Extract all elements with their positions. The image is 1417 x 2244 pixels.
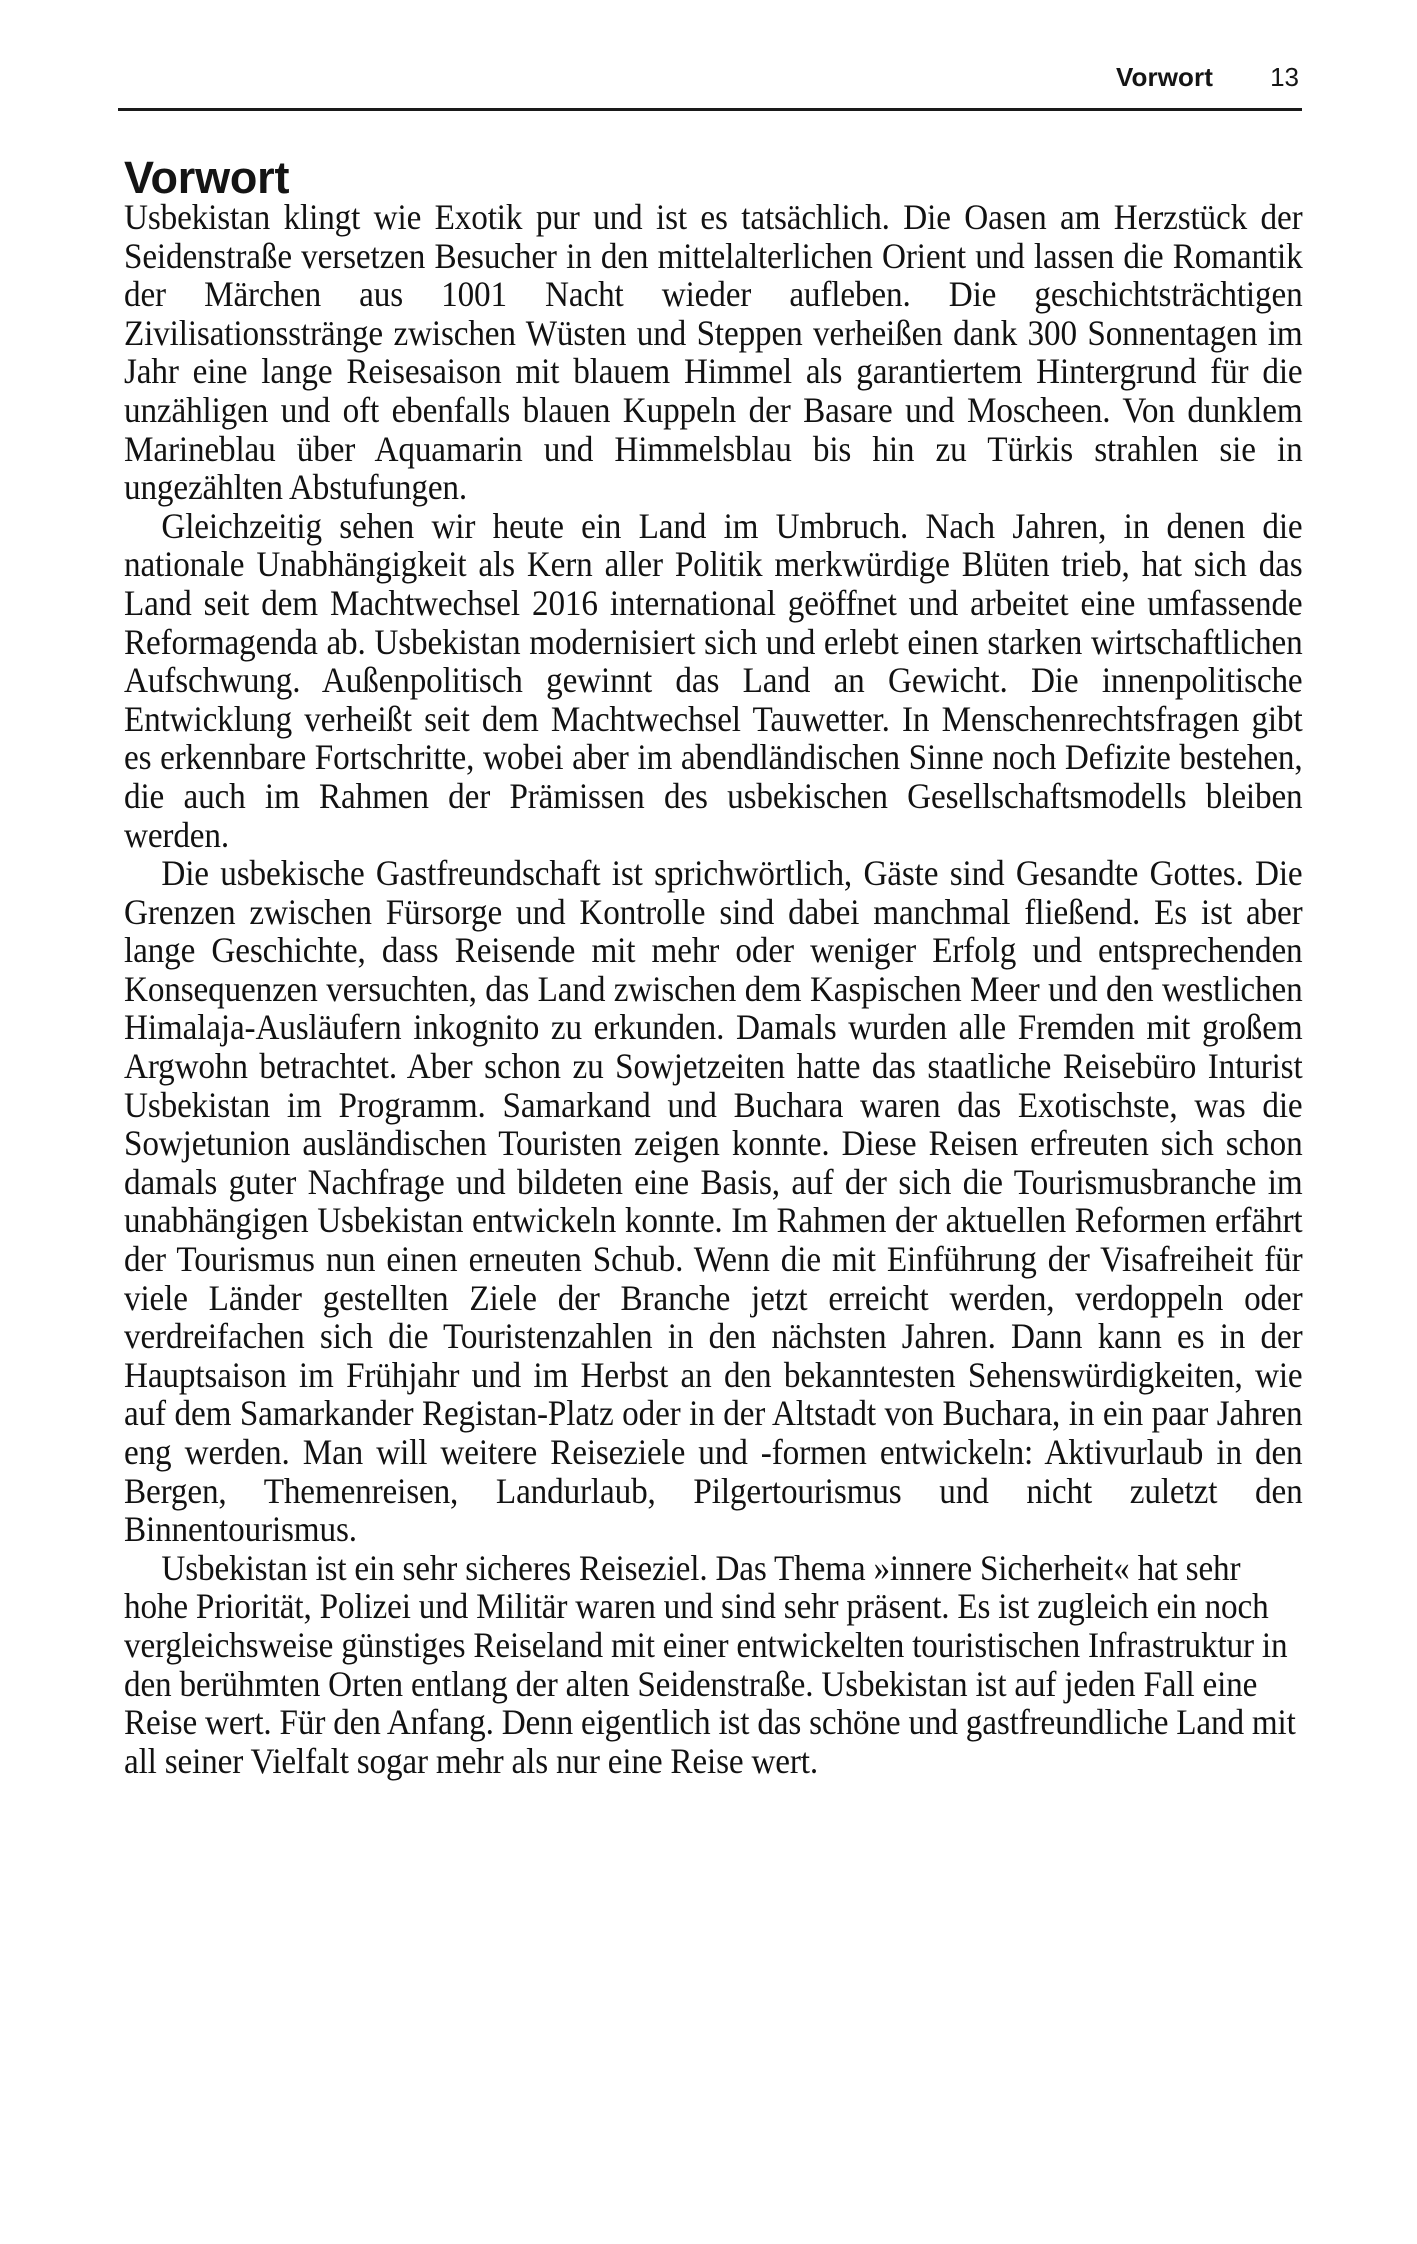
paragraph: Gleichzeitig sehen wir heute ein Land im Umbruch. Nach Jahren, in denen die nationale Unabhängigkeit als Kern aller Politik merkwürdige Blüten trieb, hat sich das Land seit dem Machtwechsel 2016 international geöffnet und arbeitet eine umfassende Reformagenda ab. Usbekistan modernisiert sich und erlebt einen starken wirtschaftlichen Aufschwung. Außenpolitisch gewinnt das Land an Gewicht. Die innenpolitische Entwicklung verheißt seit dem Machtwechsel Tauwetter. In Menschenrechtsfragen gibt es erkennbare Fortschritte, wobei aber im abendländischen Sinne noch Defizite bestehen, die auch im Rahmen der Prämissen des usbekischen Gesellschaftsmodells bleiben werden.	[124, 505, 1303, 855]
paragraph: Usbekistan klingt wie Exotik pur und ist es tatsächlich. Die Oasen am Herzstück der Seidenstraße versetzen Besucher in den mittelalterlichen Orient und lassen die Romantik der Märchen aus 1001 Nacht wieder aufleben. Die geschichtsträchtigen Zivilisationsstränge zwischen Wüsten und Steppen verheißen dank 300 Sonnentagen im Jahr eine lange Reisesaison mit blauem Himmel als garantiertem Hintergrund für die unzähligen und oft ebenfalls blauen Kuppeln der Basare und Moscheen. Von dunklem Marineblau über Aquamarin und Himmelsblau bis hin zu Türkis strahlen sie in ungezählten Abstufungen.	[124, 197, 1303, 508]
page-title: Vorwort	[124, 152, 290, 204]
header-rule	[118, 108, 1302, 111]
body-text	[124, 198, 1302, 1780]
paragraph: Usbekistan ist ein sehr sicheres Reiseziel. Das Thema »innere Sicherheit« hat sehr hohe Priorität, Polizei und Militär waren und sind sehr präsent. Es ist zugleich ein noch vergleichsweise günstiges Reiseland mit einer entwickelten touristischen Infrastruktur in den berühmten Orten entlang der alten Seidenstraße. Usbekistan ist auf jeden Fall eine Reise wert. Für den Anfang. Denn eigentlich ist das schöne und gastfreundliche Land mit all seiner Vielfalt sogar mehr als nur eine Reise wert.	[124, 1547, 1296, 1781]
running-header	[118, 62, 1299, 96]
paragraph: Die usbekische Gastfreundschaft ist sprichwörtlich, Gäste sind Gesandte Gottes. Die Grenzen zwischen Fürsorge und Kontrolle sind dabei manchmal fließend. Es ist aber lange Geschichte, dass Reisende mit mehr oder weniger Erfolg und entsprechenden Konsequenzen versuchten, das Land zwischen dem Kaspischen Meer und den westlichen Himalaja-Ausläufern inkognito zu erkunden. Damals wurden alle Fremden mit großem Argwohn betrachtet. Aber schon zu Sowjetzeiten hatte das staatliche Reisebüro Inturist Usbekistan im Programm. Samarkand und Buchara waren das Exotischste, was die Sowjetunion ausländischen Touristen zeigen konnte. Diese Reisen erfreuten sich schon damals guter Nachfrage und bildeten eine Basis, auf der sich die Tourismusbranche im unabhängigen Usbekistan entwickeln konnte. Im Rahmen der aktuellen Reformen erfährt der Tourismus nun einen erneuten Schub. Wenn die mit Einführung der Visafreiheit für viele Länder gestellten Ziele der Branche jetzt erreicht werden, verdoppeln oder verdreifachen sich die Touristenzahlen in den nächsten Jahren. Dann kann es in der Hauptsaison im Frühjahr und im Herbst an den bekanntesten Sehenswürdigkeiten, wie auf dem Samarkander Registan-Platz oder in der Altstadt von Buchara, in ein paar Jahren eng werden. Man will weitere Reiseziele und -formen entwickeln: Aktivurlaub in den Bergen, Themenreisen, Landurlaub, Pilgertourismus und nicht zuletzt den Binnentourismus.	[124, 853, 1303, 1550]
running-header-title: Vorwort	[1116, 62, 1213, 92]
page-number: 13	[1270, 62, 1299, 92]
